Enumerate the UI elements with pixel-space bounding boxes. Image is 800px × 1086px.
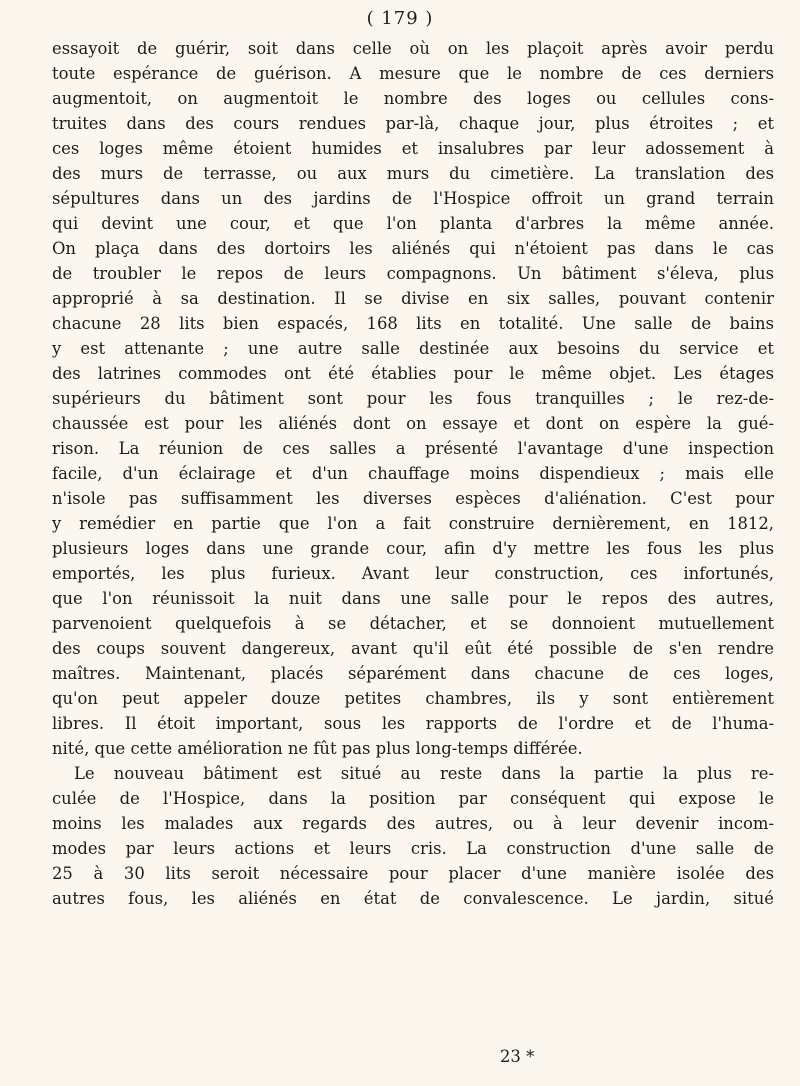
- text-line: moins les malades aux regards des autres, ou à leur devenir incom-: [52, 814, 774, 833]
- paragraph-first-line: Le nouveau bâtiment est situé au reste dans la partie la plus re-: [74, 764, 774, 783]
- text-line: supérieurs du bâtiment sont pour les fous tranquilles ; le rez-de-: [52, 389, 774, 408]
- text-line: augmentoit, on augmentoit le nombre des loges ou cellules cons-: [52, 89, 774, 108]
- text-line: n'isole pas suffisamment les diverses espèces d'aliénation. C'est pour: [52, 489, 774, 508]
- signature-mark: 23 *: [500, 1047, 535, 1066]
- page-number: ( 179 ): [366, 8, 434, 29]
- text-line: modes par leurs actions et leurs cris. La construction d'une salle de: [52, 839, 774, 858]
- text-line: autres fous, les aliénés en état de convalescence. Le jardin, situé: [52, 889, 774, 908]
- text-line: truites dans des cours rendues par-là, chaque jour, plus étroites ; et: [52, 114, 774, 133]
- text-line: ces loges même étoient humides et insalubres par leur adossement à: [52, 139, 774, 158]
- text-line: de troubler le repos de leurs compagnons. Un bâtiment s'éleva, plus: [52, 264, 774, 283]
- text-line: nité, que cette amélioration ne fût pas plus long-temps différée.: [52, 739, 583, 758]
- text-line: que l'on réunissoit la nuit dans une salle pour le repos des autres,: [52, 589, 774, 608]
- text-line: parvenoient quelquefois à se détacher, et se donnoient mutuellement: [52, 614, 774, 633]
- text-line: libres. Il étoit important, sous les rapports de l'ordre et de l'huma-: [52, 714, 774, 733]
- text-line: toute espérance de guérison. A mesure que le nombre de ces derniers: [52, 64, 774, 83]
- body-text: [52, 36, 774, 911]
- text-line: essayoit de guérir, soit dans celle où on les plaçoit après avoir perdu: [52, 39, 774, 58]
- text-line: des murs de terrasse, ou aux murs du cimetière. La translation des: [52, 164, 774, 183]
- text-line: qu'on peut appeler douze petites chambres, ils y sont entièrement: [52, 689, 774, 708]
- text-line: chacune 28 lits bien espacés, 168 lits en totalité. Une salle de bains: [52, 314, 774, 333]
- text-line: y est attenante ; une autre salle destinée aux besoins du service et: [52, 339, 774, 358]
- text-line: emportés, les plus furieux. Avant leur construction, ces infortunés,: [52, 564, 774, 583]
- text-line: On plaça dans des dortoirs les aliénés qui n'étoient pas dans le cas: [52, 239, 774, 258]
- text-line: rison. La réunion de ces salles a présenté l'avantage d'une inspection: [52, 439, 774, 458]
- text-line: 25 à 30 lits seroit nécessaire pour placer d'une manière isolée des: [52, 864, 774, 883]
- text-line: plusieurs loges dans une grande cour, afin d'y mettre les fous les plus: [52, 539, 774, 558]
- text-line: des latrines commodes ont été établies pour le même objet. Les étages: [52, 364, 774, 383]
- text-line: facile, d'un éclairage et d'un chauffage moins dispendieux ; mais elle: [52, 464, 774, 483]
- text-line: sépultures dans un des jardins de l'Hospice offroit un grand terrain: [52, 189, 774, 208]
- text-line: chaussée est pour les aliénés dont on essaye et dont on espère la gué-: [52, 414, 774, 433]
- text-line: approprié à sa destination. Il se divise en six salles, pouvant contenir: [52, 289, 774, 308]
- text-line: des coups souvent dangereux, avant qu'il eût été possible de s'en rendre: [52, 639, 774, 658]
- text-line: culée de l'Hospice, dans la position par conséquent qui expose le: [52, 789, 774, 808]
- text-line: maîtres. Maintenant, placés séparément dans chacune de ces loges,: [52, 664, 774, 683]
- text-line: y remédier en partie que l'on a fait construire dernièrement, en 1812,: [52, 514, 774, 533]
- text-line: qui devint une cour, et que l'on planta d'arbres la même année.: [52, 214, 774, 233]
